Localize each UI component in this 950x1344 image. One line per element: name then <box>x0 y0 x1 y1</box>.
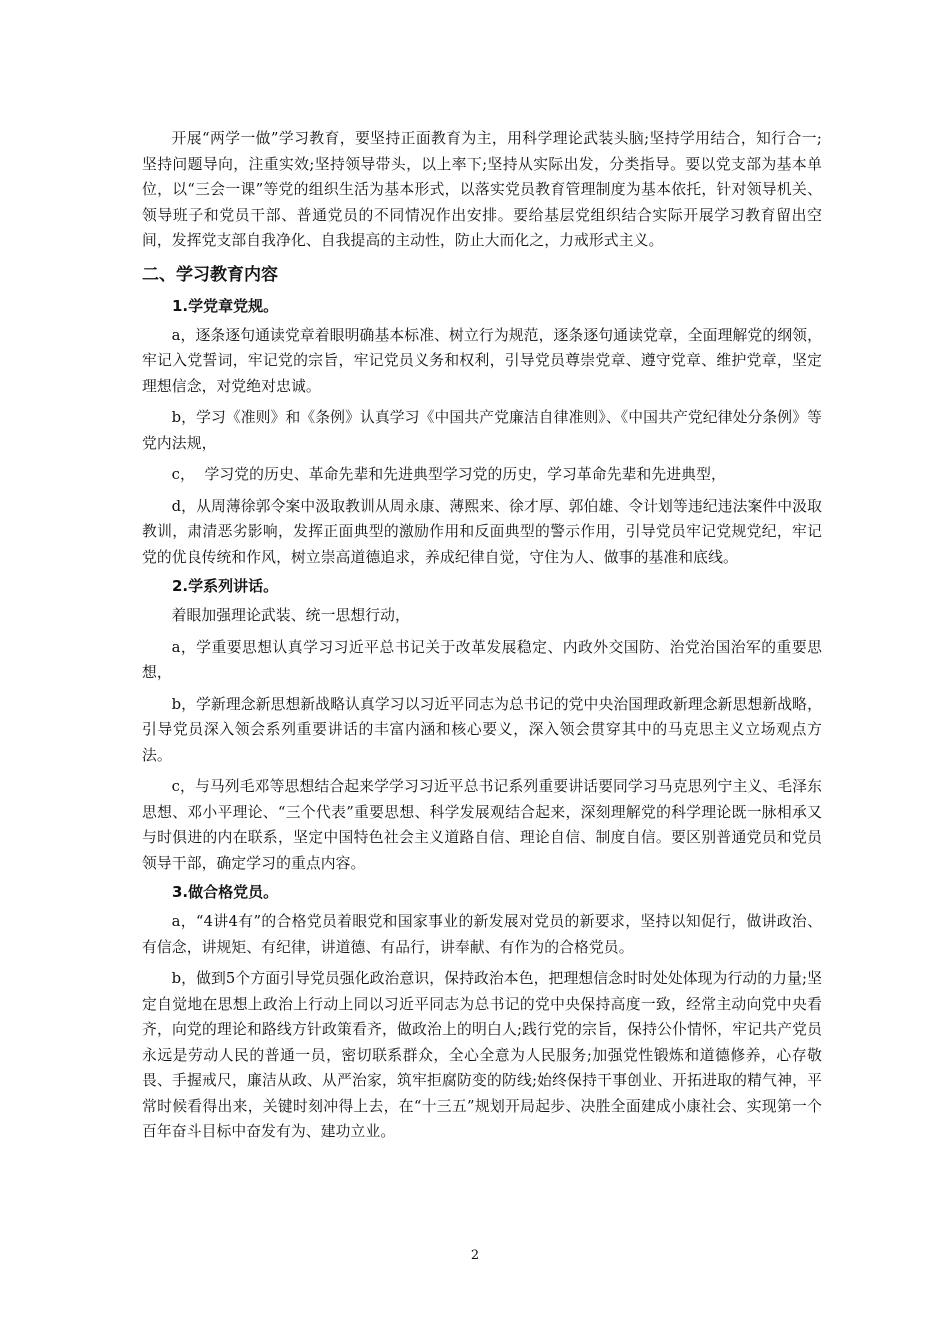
part3-item-a: a，“4讲4有”的合格党员着眼党和国家事业的新发展对党员的新要求，坚持以知促行，做讲政治、有信念，讲规矩、有纪律，讲道德、有品行，讲奉献、有作为的合格党员。 <box>142 913 822 956</box>
part2-lead: 着眼加强理论武装、统一思想行动， <box>171 607 410 624</box>
section-heading: 二、学习教育内容 <box>142 264 278 285</box>
part1-item-a: a，逐条逐句通读党章着眼明确基本标准、树立行为规范，逐条逐句通读党章，全面理解党的纲领，牢记入党誓词，牢记党的宗旨，牢记党员义务和权利，引导党员尊崇党章、遵守党章、维护党章，坚定理想信念，对党绝对忠诚。 <box>142 326 822 395</box>
part3-heading: 3.做合格党员。 <box>172 883 279 901</box>
part1-item-d: d，从周薄徐郭令案中汲取教训从周永康、薄熙来、徐才厚、郭伯雄、令计划等违纪违法案件中汲取教训，肃清恶劣影响，发挥正面典型的激励作用和反面典型的警示作用，引导党员牢记党规党纪，牢记党的优良传统和作风，树立崇高道德追求，养成纪律自觉，守住为人、做事的基准和底线。 <box>142 497 822 566</box>
part2-item-a: a，学重要思想认真学习习近平总书记关于改革发展稳定、内政外交国防、治党治国治军的重要思想， <box>142 638 822 681</box>
part2-heading: 2.学系列讲话。 <box>172 577 279 595</box>
part3-item-b: b，做到5个方面引导党员强化政治意识，保持政治本色，把理想信念时时处处体现为行动的力量;坚定自觉地在思想上政治上行动上同以习近平同志为总书记的党中央保持高度一致，经常主动向党中央看齐，向党的理论和路线方针政策看齐，做政治上的明白人;践行党的宗旨，保持公仆情怀，牢记共产党员永远是劳动人民的普通一员，密切联系群众，全心全意为人民服务;加强党性锻炼和道德修养，心存敬畏、手握戒尺，廉洁从政、从严治家，筑牢拒腐防变的防线;始终保持干事创业、开拓进取的精气神，平常时候看得出来，关键时刻冲得上去，在“十三五”规划开局起步、决胜全面建成小康社会、实现第一个百年奋斗目标中奋发有为、建功立业。 <box>142 970 822 1140</box>
page-number: 2 <box>470 1248 480 1263</box>
part2-item-c: c，与马列毛邓等思想结合起来学学习习近平总书记系列重要讲话要同学习马克思列宁主义、毛泽东思想、邓小平理论、“三个代表”重要思想、科学发展观结合起来，深刻理解党的科学理论既一脉相承又与时俱进的内在联系，坚定中国特色社会主义道路自信、理论自信、制度自信。要区别普通党员和党员领导干部，确定学习的重点内容。 <box>142 778 822 872</box>
document-body <box>142 126 822 1145</box>
intro-paragraph: 开展“两学一做”学习教育，要坚持正面教育为主，用科学理论武装头脑;坚持学用结合，知行合一;坚持问题导向，注重实效;坚持领导带头，以上率下;坚持从实际出发，分类指导。要以党支部为基本单位，以“三会一课”等党的组织生活为基本形式，以落实党员教育管理制度为基本依托，针对领导机关、领导班子和党员干部、普通党员的不同情况作出安排。要给基层党组织结合实际开展学习教育留出空间，发挥党支部自我净化、自我提高的主动性，防止大而化之，力戒形式主义。 <box>142 130 822 249</box>
part2-item-b: b，学新理念新思想新战略认真学习以习近平同志为总书记的党中央治国理政新理念新思想新战略，引导党员深入领会系列重要讲话的丰富内涵和核心要义，深入领会贯穿其中的马克思主义立场观点方法。 <box>142 695 822 764</box>
part1-item-c: c， 学习党的历史、革命先辈和先进典型学习党的历史，学习革命先辈和先进典型， <box>171 466 726 483</box>
part1-heading: 1.学党章党规。 <box>172 296 279 315</box>
part1-item-b: b，学习《准则》和《条例》认真学习《中国共产党廉洁自律准则》、《中国共产党纪律处分条例》等党内法规， <box>142 409 822 452</box>
